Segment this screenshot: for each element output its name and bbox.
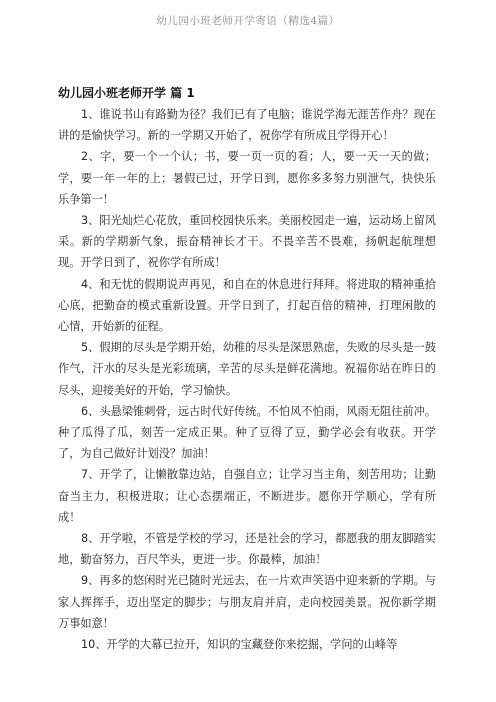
paragraph-5: 5、假期的尽头是学期开始，幼稚的尽头是深思熟虑，失败的尽头是一鼓作气，汗水的尽头是光彩琉璃，辛苦的尽头是鲜花满地。祝福你站在昨日的尽头，迎接美好的开始，学习愉快。 [58, 341, 436, 397]
paragraph-9: 9、再多的悠闲时光已随时光远去，在一片欢声笑语中迎来新的学期。与家人挥挥手，迈出坚定的脚步；与朋友肩并肩，走向校园美景。祝你新学期万事如意！ [58, 574, 436, 630]
document-body [58, 104, 436, 655]
section-title: 幼儿园小班老师开学 篇 1 [58, 86, 195, 100]
paragraph-3: 3、阳光灿烂心花放，重回校园快乐来。美丽校园走一遍，运动场上留风采。新的学期新气象，振奋精神长才干。不畏辛苦不畏难，扬帆起航理想现。开学日到了，祝你学有所成！ [58, 214, 436, 270]
paragraph-1: 1、谁说书山有路勤为径？我们已有了电脑；谁说学海无涯苦作舟？现在讲的是愉快学习。新的一学期又开始了，祝你学有所成且学得开心！ [58, 108, 436, 143]
document-header: 幼儿园小班老师开学寄语（精选4篇） [156, 15, 340, 27]
paragraph-8: 8、开学啦，不管是学校的学习，还是社会的学习，都愿我的朋友脚踏实地，勤奋努力，百尺竿头，更进一步。你最棒，加油！ [58, 532, 436, 567]
paragraph-4: 4、和无忧的假期说声再见，和自在的休息进行拜拜。将进取的精神重拾心底，把勤奋的模式重新设置。开学日到了，打起百倍的精神，打理闲散的心情，开始新的征程。 [58, 277, 436, 334]
paragraph-6: 6、头悬梁锥刺骨，远古时代好传统。不怕风不怕雨，风雨无阻往前冲。种了瓜得了瓜，刻苦一定成正果。种了豆得了豆，勤学必会有收获。开学了，为自己做好计划没？加油！ [58, 404, 436, 461]
paragraph-10: 10、开学的大幕已拉开，知识的宝藏登你来挖掘，学问的山峰等 [81, 638, 398, 652]
paragraph-2: 2、字，要一个一个认；书，要一页一页的看；人，要一天一天的做；学，要一年一年的上；暑假已过，开学日到，愿你多多努力别泄气，快快乐乐争第一！ [58, 150, 436, 206]
paragraph-7: 7、开学了，让懒散靠边站，自强自立；让学习当主角，刻苦用功；让勤奋当主力，积极进取；让心态摆端正，不断进步。愿你开学顺心，学有所成！ [58, 468, 436, 524]
